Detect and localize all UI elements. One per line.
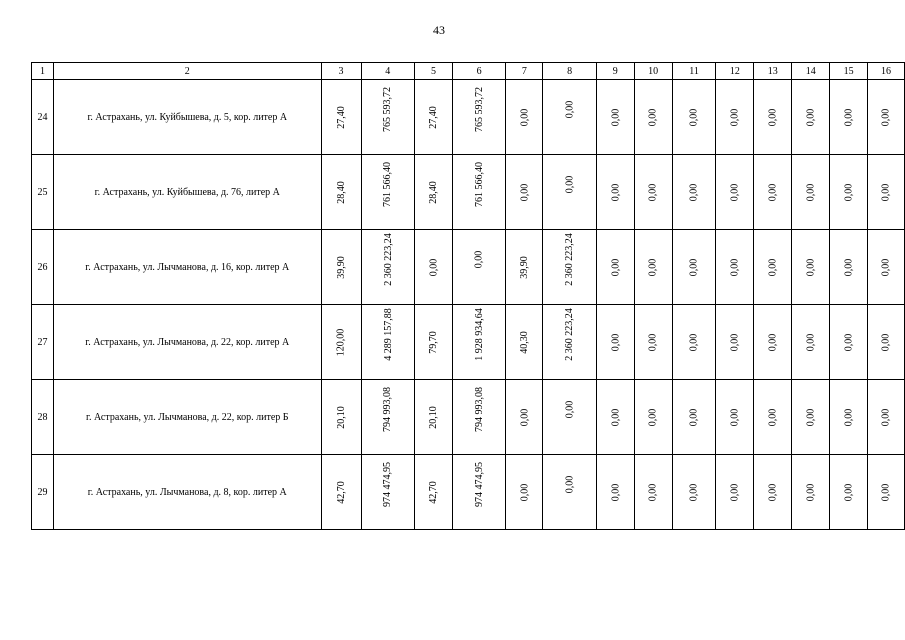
value-cell [361,230,415,305]
value-text: 0,00 [688,483,700,501]
value-text: 0,00 [647,258,659,276]
value-cell [506,230,543,305]
value-text: 120,00 [335,328,347,356]
value-cell [452,455,506,530]
row-number: 26 [32,230,54,305]
value-cell [792,305,830,380]
value-cell [415,80,453,155]
value-cell [716,305,754,380]
header-cell: 6 [452,63,506,80]
value-cell [754,230,792,305]
value-text: 27,40 [335,105,347,129]
value-text: 0,00 [564,400,576,418]
value-text: 0,00 [767,408,779,426]
value-cell [634,380,672,455]
address-cell: г. Астрахань, ул. Лычманова, д. 22, кор. литер А [53,305,321,380]
value-cell [361,80,415,155]
value-cell [321,380,361,455]
value-cell [506,455,543,530]
value-cell [716,455,754,530]
value-cell [321,305,361,380]
value-cell [415,455,453,530]
value-cell [452,80,506,155]
value-cell [792,230,830,305]
value-cell [596,380,634,455]
value-cell [596,80,634,155]
value-text: 0,00 [564,100,576,118]
value-text: 0,00 [729,183,741,201]
value-cell [754,305,792,380]
value-cell [506,305,543,380]
value-text: 42,70 [427,480,439,504]
value-text: 39,90 [518,255,530,279]
value-text: 0,00 [767,258,779,276]
value-text: 0,00 [688,408,700,426]
table-row [32,305,905,380]
value-text: 28,40 [335,180,347,204]
value-text: 0,00 [843,183,855,201]
value-cell [716,230,754,305]
value-text: 765 593,72 [382,86,394,132]
value-cell [754,80,792,155]
value-cell [415,380,453,455]
value-text: 0,00 [427,258,439,276]
header-cell: 13 [754,63,792,80]
row-number: 29 [32,455,54,530]
header-cell: 14 [792,63,830,80]
value-cell [830,305,868,380]
value-cell [321,80,361,155]
value-cell [452,305,506,380]
value-cell [792,155,830,230]
value-text: 0,00 [767,183,779,201]
value-text: 20,10 [335,405,347,429]
value-text: 0,00 [609,483,621,501]
address-cell: г. Астрахань, ул. Куйбышева, д. 76, литер А [53,155,321,230]
value-text: 0,00 [843,333,855,351]
value-text: 765 593,72 [473,86,485,132]
value-cell [543,80,597,155]
value-cell [452,155,506,230]
value-text: 28,40 [427,180,439,204]
value-cell [830,380,868,455]
value-cell [672,80,716,155]
value-text: 0,00 [518,408,530,426]
value-text: 0,00 [729,108,741,126]
value-cell [506,80,543,155]
value-text: 0,00 [805,408,817,426]
table-row [32,155,905,230]
value-cell [452,380,506,455]
value-cell [672,155,716,230]
value-cell [634,80,672,155]
value-text: 761 566,40 [473,161,485,207]
value-text: 0,00 [647,483,659,501]
value-text: 0,00 [609,258,621,276]
table-row [32,230,905,305]
header-cell: 9 [596,63,634,80]
address-cell: г. Астрахань, ул. Лычманова, д. 16, кор. литер А [53,230,321,305]
value-text: 2 360 223,24 [564,232,576,286]
value-text: 0,00 [518,108,530,126]
value-text: 0,00 [843,258,855,276]
value-cell [361,155,415,230]
value-text: 1 928 934,64 [473,307,485,361]
value-text: 0,00 [564,475,576,493]
header-cell: 7 [506,63,543,80]
value-cell [792,380,830,455]
address-cell: г. Астрахань, ул. Лычманова, д. 22, кор. литер Б [53,380,321,455]
header-cell: 5 [415,63,453,80]
value-text: 0,00 [767,108,779,126]
value-cell [361,305,415,380]
address-cell: г. Астрахань, ул. Лычманова, д. 8, кор. литер А [53,455,321,530]
value-cell [321,230,361,305]
value-cell [415,305,453,380]
value-cell [868,380,905,455]
value-text: 0,00 [609,183,621,201]
value-text: 2 360 223,24 [564,307,576,361]
value-text: 0,00 [729,333,741,351]
value-text: 20,10 [427,405,439,429]
value-text: 2 360 223,24 [382,232,394,286]
value-text: 0,00 [688,108,700,126]
value-text: 0,00 [767,333,779,351]
value-text: 0,00 [805,108,817,126]
table-row [32,455,905,530]
value-text: 0,00 [880,333,892,351]
value-text: 0,00 [805,183,817,201]
value-cell [634,230,672,305]
header-cell: 11 [672,63,716,80]
header-row [32,63,905,80]
value-cell [868,155,905,230]
value-text: 0,00 [609,408,621,426]
value-cell [634,155,672,230]
value-text: 0,00 [805,333,817,351]
data-table [31,62,905,530]
value-text: 0,00 [880,408,892,426]
value-cell [754,155,792,230]
header-cell: 1 [32,63,54,80]
value-text: 761 566,40 [382,161,394,207]
value-cell [868,230,905,305]
value-text: 0,00 [880,258,892,276]
value-cell [716,155,754,230]
value-text: 0,00 [729,258,741,276]
value-cell [543,305,597,380]
value-cell [543,230,597,305]
value-cell [415,230,453,305]
value-text: 0,00 [688,258,700,276]
row-number: 24 [32,80,54,155]
value-text: 0,00 [473,250,485,268]
value-text: 39,90 [335,255,347,279]
value-cell [672,230,716,305]
header-cell: 15 [830,63,868,80]
value-text: 27,40 [427,105,439,129]
value-cell [672,305,716,380]
value-text: 0,00 [880,183,892,201]
value-cell [716,80,754,155]
value-cell [754,455,792,530]
value-cell [452,230,506,305]
value-text: 79,70 [427,330,439,354]
value-cell [321,155,361,230]
value-cell [830,155,868,230]
value-cell [868,80,905,155]
value-text: 0,00 [843,408,855,426]
value-cell [361,380,415,455]
value-cell [634,305,672,380]
value-cell [754,380,792,455]
row-number: 25 [32,155,54,230]
value-text: 0,00 [647,108,659,126]
header-cell: 3 [321,63,361,80]
value-cell [543,155,597,230]
value-text: 0,00 [805,483,817,501]
value-text: 0,00 [688,333,700,351]
value-text: 42,70 [335,480,347,504]
value-cell [716,380,754,455]
value-text: 794 993,08 [473,386,485,432]
value-cell [596,455,634,530]
value-text: 0,00 [609,108,621,126]
value-cell [543,455,597,530]
header-cell: 12 [716,63,754,80]
header-cell: 2 [53,63,321,80]
value-cell [596,230,634,305]
table-row [32,380,905,455]
value-cell [596,305,634,380]
header-cell: 4 [361,63,415,80]
value-cell [830,80,868,155]
value-cell [672,380,716,455]
value-cell [672,455,716,530]
value-cell [361,455,415,530]
value-cell [506,380,543,455]
value-cell [868,305,905,380]
value-text: 974 474,95 [473,461,485,507]
header-cell: 10 [634,63,672,80]
value-cell [792,80,830,155]
value-cell [506,155,543,230]
value-text: 0,00 [880,108,892,126]
value-text: 0,00 [609,333,621,351]
value-text: 4 289 157,88 [382,307,394,361]
value-text: 0,00 [647,408,659,426]
value-text: 974 474,95 [382,461,394,507]
value-text: 0,00 [880,483,892,501]
page-number: 43 [433,23,445,37]
value-cell [830,455,868,530]
value-text: 0,00 [647,183,659,201]
value-text: 0,00 [729,408,741,426]
value-cell [868,455,905,530]
value-text: 0,00 [647,333,659,351]
value-cell [634,455,672,530]
row-number: 28 [32,380,54,455]
value-cell [596,155,634,230]
table-row [32,80,905,155]
value-cell [415,155,453,230]
value-text: 0,00 [729,483,741,501]
value-cell [792,455,830,530]
value-text: 0,00 [688,183,700,201]
address-cell: г. Астрахань, ул. Куйбышева, д. 5, кор. литер А [53,80,321,155]
value-text: 0,00 [843,483,855,501]
value-text: 0,00 [805,258,817,276]
value-text: 794 993,08 [382,386,394,432]
header-cell: 16 [868,63,905,80]
value-text: 0,00 [518,183,530,201]
header-cell: 8 [543,63,597,80]
value-text: 0,00 [767,483,779,501]
value-cell [543,380,597,455]
value-cell [830,230,868,305]
row-number: 27 [32,305,54,380]
value-text: 40,30 [518,330,530,354]
value-text: 0,00 [518,483,530,501]
value-text: 0,00 [843,108,855,126]
value-text: 0,00 [564,175,576,193]
value-cell [321,455,361,530]
